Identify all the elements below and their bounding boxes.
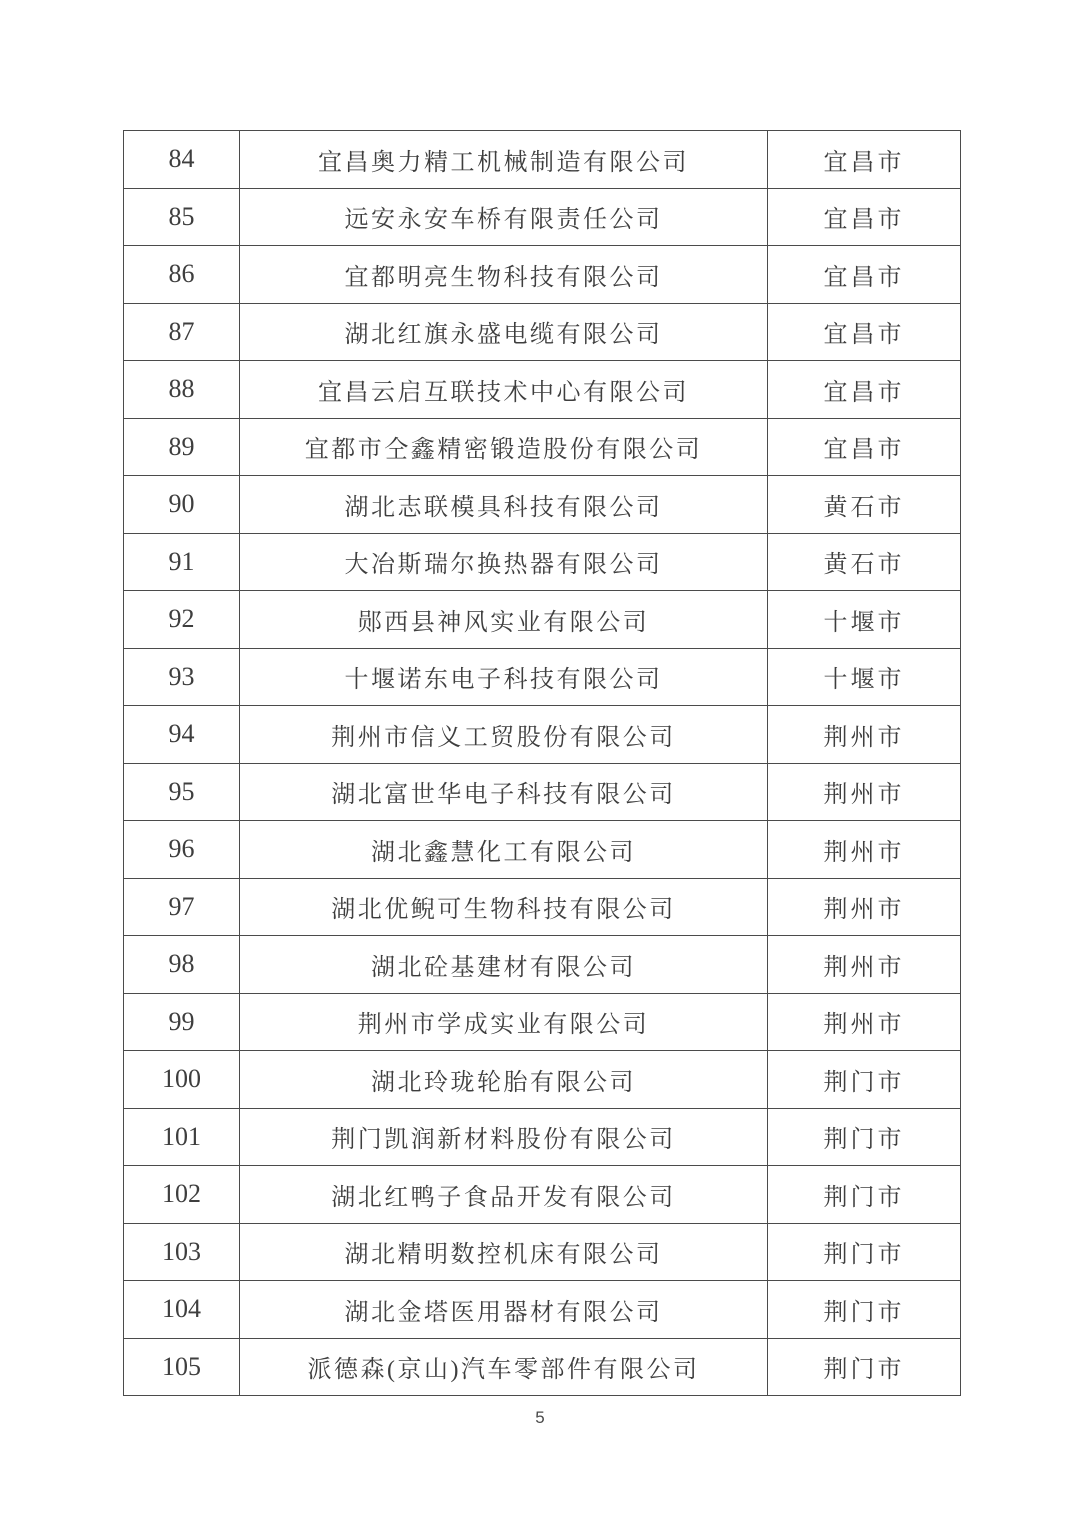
row-number-cell: 103 <box>124 1223 240 1281</box>
row-number-cell: 99 <box>124 993 240 1051</box>
row-number-cell: 92 <box>124 591 240 649</box>
city-cell: 宜昌市 <box>768 246 961 304</box>
row-number-cell: 100 <box>124 1051 240 1109</box>
city-cell: 十堰市 <box>768 591 961 649</box>
city-cell: 宜昌市 <box>768 188 961 246</box>
table-row <box>124 1166 961 1224</box>
row-number-cell: 95 <box>124 763 240 821</box>
company-list-table <box>123 130 961 1396</box>
city-cell: 荆门市 <box>768 1051 961 1109</box>
company-name-cell: 荆州市学成实业有限公司 <box>240 993 768 1051</box>
row-number-cell: 87 <box>124 303 240 361</box>
city-cell: 黄石市 <box>768 476 961 534</box>
company-name-cell: 宜都明亮生物科技有限公司 <box>240 246 768 304</box>
company-name-cell: 湖北砼基建材有限公司 <box>240 936 768 994</box>
city-cell: 宜昌市 <box>768 418 961 476</box>
company-name-cell: 派德森(京山)汽车零部件有限公司 <box>240 1338 768 1396</box>
row-number-cell: 101 <box>124 1108 240 1166</box>
city-cell: 荆州市 <box>768 878 961 936</box>
company-name-cell: 湖北玲珑轮胎有限公司 <box>240 1051 768 1109</box>
city-cell: 荆州市 <box>768 821 961 879</box>
table-row <box>124 878 961 936</box>
company-name-cell: 湖北红旗永盛电缆有限公司 <box>240 303 768 361</box>
city-cell: 荆州市 <box>768 993 961 1051</box>
company-name-cell: 湖北富世华电子科技有限公司 <box>240 763 768 821</box>
row-number-cell: 84 <box>124 131 240 189</box>
table-row <box>124 1338 961 1396</box>
table-row <box>124 188 961 246</box>
city-cell: 荆州市 <box>768 763 961 821</box>
table-row <box>124 993 961 1051</box>
row-number-cell: 97 <box>124 878 240 936</box>
company-name-cell: 湖北红鸭子食品开发有限公司 <box>240 1166 768 1224</box>
company-name-cell: 郧西县神风实业有限公司 <box>240 591 768 649</box>
table-row <box>124 936 961 994</box>
row-number-cell: 86 <box>124 246 240 304</box>
row-number-cell: 91 <box>124 533 240 591</box>
row-number-cell: 88 <box>124 361 240 419</box>
row-number-cell: 98 <box>124 936 240 994</box>
table-row <box>124 1051 961 1109</box>
table-row <box>124 418 961 476</box>
company-name-cell: 宜都市仝鑫精密锻造股份有限公司 <box>240 418 768 476</box>
table-row <box>124 246 961 304</box>
row-number-cell: 90 <box>124 476 240 534</box>
table-row <box>124 361 961 419</box>
city-cell: 荆门市 <box>768 1223 961 1281</box>
company-name-cell: 湖北精明数控机床有限公司 <box>240 1223 768 1281</box>
city-cell: 荆门市 <box>768 1338 961 1396</box>
table-row <box>124 1108 961 1166</box>
table-row <box>124 591 961 649</box>
company-name-cell: 大冶斯瑞尔换热器有限公司 <box>240 533 768 591</box>
company-name-cell: 十堰诺东电子科技有限公司 <box>240 648 768 706</box>
table-row <box>124 131 961 189</box>
row-number-cell: 102 <box>124 1166 240 1224</box>
company-name-cell: 荆门凯润新材料股份有限公司 <box>240 1108 768 1166</box>
company-table-body <box>124 131 961 1396</box>
city-cell: 荆门市 <box>768 1281 961 1339</box>
row-number-cell: 89 <box>124 418 240 476</box>
row-number-cell: 96 <box>124 821 240 879</box>
company-name-cell: 宜昌云启互联技术中心有限公司 <box>240 361 768 419</box>
company-name-cell: 湖北金塔医用器材有限公司 <box>240 1281 768 1339</box>
company-name-cell: 远安永安车桥有限责任公司 <box>240 188 768 246</box>
table-row <box>124 706 961 764</box>
table-row <box>124 303 961 361</box>
row-number-cell: 104 <box>124 1281 240 1339</box>
table-row <box>124 763 961 821</box>
city-cell: 宜昌市 <box>768 361 961 419</box>
table-row <box>124 1281 961 1339</box>
city-cell: 荆门市 <box>768 1166 961 1224</box>
city-cell: 荆门市 <box>768 1108 961 1166</box>
row-number-cell: 94 <box>124 706 240 764</box>
city-cell: 宜昌市 <box>768 303 961 361</box>
table-row <box>124 821 961 879</box>
table-row <box>124 648 961 706</box>
row-number-cell: 93 <box>124 648 240 706</box>
city-cell: 荆州市 <box>768 706 961 764</box>
table-row <box>124 533 961 591</box>
company-name-cell: 湖北志联模具科技有限公司 <box>240 476 768 534</box>
row-number-cell: 105 <box>124 1338 240 1396</box>
city-cell: 黄石市 <box>768 533 961 591</box>
table-row <box>124 1223 961 1281</box>
company-name-cell: 湖北鑫慧化工有限公司 <box>240 821 768 879</box>
page-number: 5 <box>535 1408 545 1427</box>
table-row <box>124 476 961 534</box>
row-number-cell: 85 <box>124 188 240 246</box>
company-name-cell: 荆州市信义工贸股份有限公司 <box>240 706 768 764</box>
city-cell: 荆州市 <box>768 936 961 994</box>
company-name-cell: 宜昌奥力精工机械制造有限公司 <box>240 131 768 189</box>
company-name-cell: 湖北优鲵可生物科技有限公司 <box>240 878 768 936</box>
city-cell: 十堰市 <box>768 648 961 706</box>
city-cell: 宜昌市 <box>768 131 961 189</box>
